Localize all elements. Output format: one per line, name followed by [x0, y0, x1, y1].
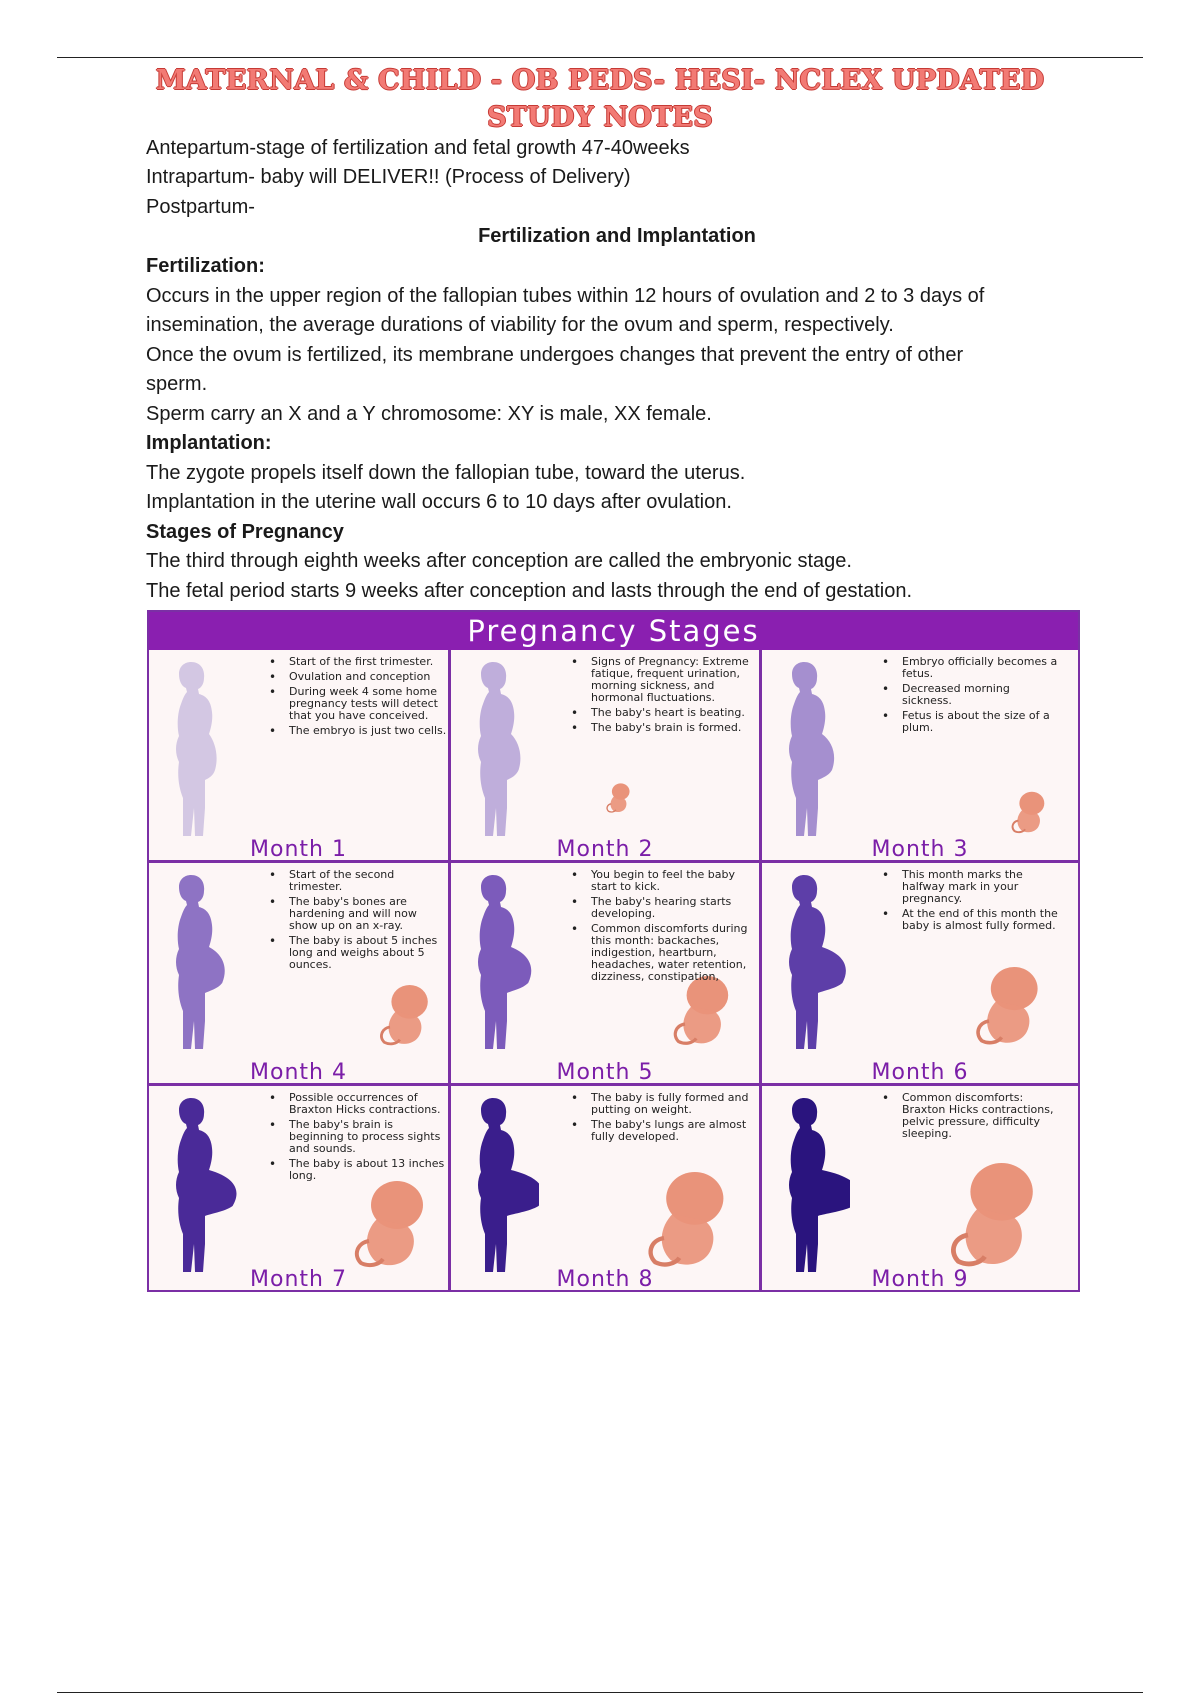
pregnant-silhouette-icon [459, 658, 539, 838]
month-facts-list [569, 869, 749, 986]
month-label: Month 4 [250, 1060, 347, 1085]
fetus-icon [932, 1151, 1052, 1271]
implantation-p2: Implantation in the uterine wall occurs 6 to 10 days after ovulation. [146, 491, 732, 513]
pregnant-silhouette-icon [770, 1094, 850, 1274]
month-fact: • Start of the first trimester. [267, 656, 447, 668]
month-label: Month 9 [871, 1267, 969, 1290]
stages-p1: The third through eighth weeks after conception are called the embryonic stage. [146, 550, 852, 572]
month-facts-list [267, 1092, 447, 1185]
fetus-icon [631, 1161, 741, 1271]
month-label: Month 1 [250, 837, 347, 862]
pregnant-silhouette-icon [770, 871, 850, 1051]
month-card [762, 863, 1078, 1086]
month-fact: • Fetus is about the size of a plum. [880, 710, 1060, 734]
pregnancy-stages-infographic [147, 610, 1080, 1292]
pregnant-silhouette-icon [157, 658, 237, 838]
month-label: Month 5 [556, 1060, 654, 1085]
bottom-rule [57, 1692, 1143, 1693]
month-facts-list [267, 656, 447, 740]
month-fact: • Signs of Pregnancy: Extreme fatique, frequent urination, morning sickness, and hormonal fluctuations. [569, 656, 749, 704]
month-card [451, 650, 762, 863]
month-fact: • Start of the second trimester. [267, 869, 447, 893]
month-label: Month 6 [871, 1060, 969, 1085]
month-fact: • The baby's hearing starts developing. [569, 896, 749, 920]
month-label: Month 7 [250, 1267, 347, 1290]
month-label: Month 8 [556, 1267, 654, 1290]
month-fact: • The baby's lungs are almost fully developed. [569, 1119, 749, 1143]
month-fact: • This month marks the halfway mark in your pregnancy. [880, 869, 1060, 905]
month-card [149, 863, 451, 1086]
month-facts-list [880, 656, 1060, 737]
antepartum-line: Antepartum-stage of fertilization and fetal growth 47-40weeks [146, 137, 690, 159]
infographic-title: Pregnancy Stages [149, 612, 1078, 650]
implantation-p1: The zygote propels itself down the fallopian tube, toward the uterus. [146, 462, 746, 484]
postpartum-line: Postpartum- [146, 196, 255, 218]
pregnant-silhouette-icon [157, 1094, 237, 1274]
month-card [451, 863, 762, 1086]
month-card [762, 650, 1078, 863]
pregnant-silhouette-icon [157, 871, 237, 1051]
month-fact: • The baby is about 13 inches long. [267, 1158, 447, 1182]
month-facts-list [569, 1092, 749, 1146]
pregnant-silhouette-icon [459, 871, 539, 1051]
month-card [149, 650, 451, 863]
fertilization-p1-line2: insemination, the average durations of viability for the ovum and sperm, respectively. [146, 314, 894, 336]
month-grid [149, 650, 1078, 1290]
top-rule [57, 57, 1143, 58]
month-fact: • The embryo is just two cells. [267, 725, 447, 737]
fertilization-p2-line1: Once the ovum is fertilized, its membrane undergoes changes that prevent the entry of other [146, 344, 964, 366]
month-fact: • The baby's bones are hardening and will now show up on an x-ray. [267, 896, 447, 932]
month-facts-list [569, 656, 749, 737]
fertilization-p2-line2: sperm. [146, 373, 208, 395]
intrapartum-line: Intrapartum- baby will DELIVER!! (Process of Delivery) [146, 166, 631, 188]
month-fact: • At the end of this month the baby is almost fully formed. [880, 908, 1060, 932]
month-fact: • Common discomforts: Braxton Hicks contractions, pelvic pressure, difficulty sleeping. [880, 1092, 1060, 1140]
implantation-heading: Implantation: [146, 432, 272, 454]
fetus-icon [339, 1171, 439, 1271]
month-card [762, 1086, 1078, 1290]
title-line-1: MATERNAL & CHILD - OB PEDS- HESI- NCLEX UPDATED [155, 65, 1045, 96]
pregnant-silhouette-icon [459, 1094, 539, 1274]
fetus-icon [1004, 787, 1052, 835]
pregnant-silhouette-icon [770, 658, 850, 838]
fertilization-heading: Fertilization: [146, 255, 265, 277]
fetus-icon [601, 780, 635, 814]
section-title: Fertilization and Implantation [478, 225, 756, 247]
fetus-icon [962, 958, 1052, 1048]
month-fact: • Common discomforts during this month: backaches, indigestion, heartburn, headaches, water retention, dizziness, constipation, [569, 923, 749, 983]
month-fact: • Embryo officially becomes a fetus. [880, 656, 1060, 680]
month-fact: • The baby's brain is beginning to process sights and sounds. [267, 1119, 447, 1155]
month-fact: • Possible occurrences of Braxton Hicks contractions. [267, 1092, 447, 1116]
title-line-2: STUDY NOTES [487, 102, 713, 133]
month-label: Month 3 [871, 837, 969, 862]
month-facts-list [880, 869, 1060, 935]
stages-p2: The fetal period starts 9 weeks after conception and lasts through the end of gestation. [146, 580, 913, 602]
fetus-icon [369, 978, 439, 1048]
month-fact: • The baby's brain is formed. [569, 722, 749, 734]
month-card [149, 1086, 451, 1290]
month-fact: • The baby is about 5 inches long and weighs about 5 ounces. [267, 935, 447, 971]
month-facts-list [880, 1092, 1060, 1143]
document-title [60, 62, 1140, 136]
fertilization-p3: Sperm carry an X and a Y chromosome: XY is male, XX female. [146, 403, 712, 425]
month-fact: • The baby's heart is beating. [569, 707, 749, 719]
month-fact: • You begin to feel the baby start to kick. [569, 869, 749, 893]
month-fact: • The baby is fully formed and putting on weight. [569, 1092, 749, 1116]
fertilization-p1-line1: Occurs in the upper region of the fallopian tubes within 12 hours of ovulation and 2 to 3 days of [146, 285, 985, 307]
month-fact: • Decreased morning sickness. [880, 683, 1060, 707]
month-facts-list [267, 869, 447, 974]
month-fact: • During week 4 some home pregnancy tests will detect that you have conceived. [267, 686, 447, 722]
month-fact: • Ovulation and conception [267, 671, 447, 683]
month-card [451, 1086, 762, 1290]
stages-heading: Stages of Pregnancy [146, 521, 344, 543]
month-label: Month 2 [556, 837, 654, 862]
